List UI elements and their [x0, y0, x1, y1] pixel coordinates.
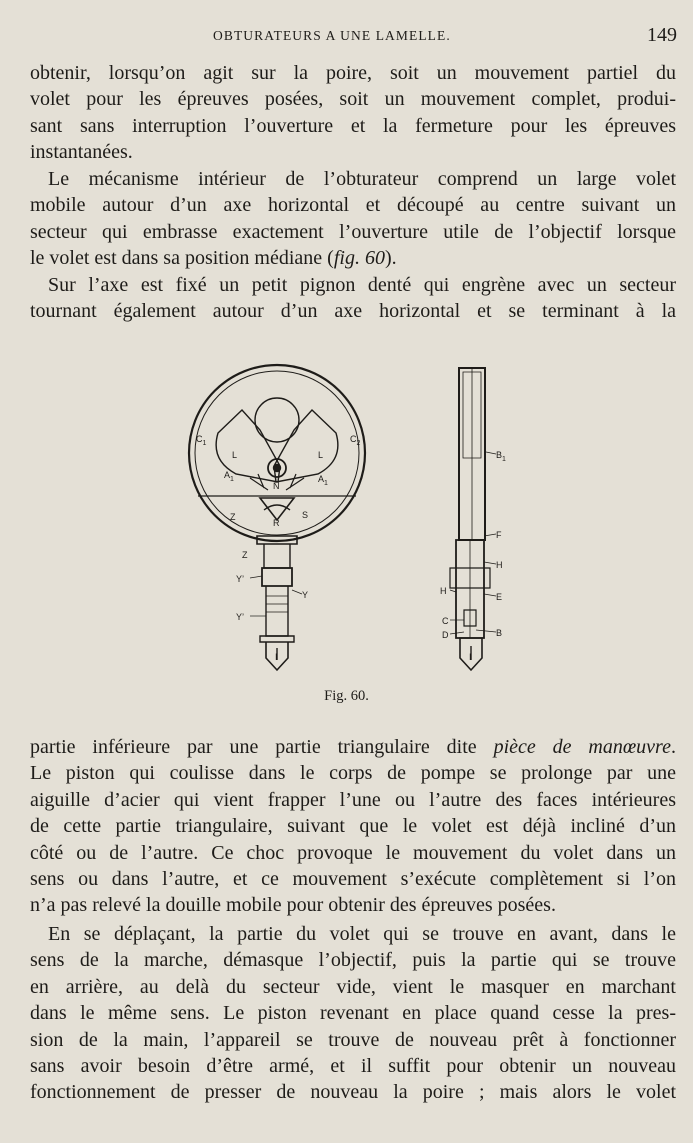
text-fragment: . — [670, 736, 676, 758]
label-i-side: I — [469, 652, 472, 662]
label-h-right: H — [496, 560, 503, 570]
label-y: Y — [302, 590, 309, 600]
text-line: fonctionnement de presser de nouveau la poire ; mais alors le volet — [30, 1081, 676, 1104]
italic-term: pièce de manœuvre — [493, 736, 671, 758]
text-line — [30, 734, 676, 760]
text-line: secteur qui embrasse exactement l’ouverture utile de l’objectif lorsque — [30, 220, 676, 243]
label-c: C — [442, 616, 449, 626]
text-line: sans avoir besoin d’être armé, et il suffit pour obtenir un nouveau — [30, 1054, 676, 1077]
pump-body-upper — [264, 544, 290, 568]
label-y-prime-2: Y’ — [236, 612, 245, 622]
label-a1-right: $A_1$ — [318, 474, 328, 487]
figure-drawing — [180, 358, 510, 678]
text-line: volet pour les épreuves posées, soit un mouvement complet, produi- — [30, 88, 676, 111]
shutter-housing-ring — [189, 365, 365, 541]
label-d: D — [442, 630, 449, 640]
text-line — [30, 245, 676, 271]
paragraph-2 — [30, 166, 676, 272]
text-line: mobile autour d’un axe horizontal et découpé au centre suivant un — [30, 194, 676, 217]
figure-caption: Fig. 60. — [324, 688, 369, 704]
label-l-right: L — [318, 450, 324, 460]
text-line: Sur l’axe est fixé un petit pignon denté qui engrène avec un secteur — [48, 274, 676, 296]
label-r: R — [273, 518, 280, 528]
label-z-lower: Z — [242, 550, 248, 560]
text-line: sens de la marche, démasque l’objectif, puis la partie qui se trouve — [30, 949, 676, 972]
text-line: Le mécanisme intérieur de l’obturateur comprend un large volet — [48, 168, 676, 190]
label-z: Z — [230, 512, 236, 522]
label-l-left: L — [232, 450, 238, 460]
pinion-hub — [274, 465, 281, 472]
shutter-housing-inner-ring — [195, 371, 359, 535]
text-fragment: ). — [384, 247, 397, 270]
label-e: E — [496, 592, 503, 602]
text-line: instantanées. — [30, 141, 133, 164]
text-line: de cette partie triangulaire, suivant que le volet est déjà incliné d’un — [30, 815, 676, 838]
text-fragment: partie inférieure par une partie triangulaire dite — [30, 736, 494, 758]
pump-base — [260, 636, 294, 642]
page-number: 149 — [647, 24, 677, 46]
paragraph-5 — [30, 921, 676, 1106]
text-line: obtenir, lorsqu’on agit sur la poire, soit un mouvement partiel du — [30, 62, 676, 84]
text-line: aiguille d’acier qui vient frapper l’une ou l’autre des faces intérieures — [30, 788, 676, 811]
label-h-left: H — [440, 586, 447, 596]
label-c2: $C_2$ — [350, 434, 361, 447]
label-b: B — [496, 628, 503, 638]
mobile-sleeve — [262, 568, 292, 586]
aperture-circle — [255, 398, 299, 442]
figure-reference: fig. 60 — [333, 247, 385, 270]
text-line: Le piston qui coulisse dans le corps de pompe se prolonge par une — [30, 762, 676, 785]
running-title: OBTURATEURS A UNE LAMELLE. — [213, 28, 451, 43]
text-line: n’a pas relevé la douille mobile pour obtenir des épreuves posées. — [30, 894, 556, 917]
text-line: tournant également autour d’un axe horizontal et se terminant à la — [30, 300, 676, 323]
text-line: sens ou dans l’autre, et ce mouvement s’exécute complètement si l’on — [30, 867, 676, 890]
pump-body-lower — [266, 586, 288, 636]
label-a1-left: $A_1$ — [224, 470, 234, 483]
label-y-prime-1: Y’ — [236, 574, 245, 584]
text-line: En se déplaçant, la partie du volet qui se trouve en avant, dans le — [48, 923, 676, 945]
paragraph-4 — [30, 734, 676, 919]
page-header — [30, 24, 677, 50]
label-b1: $B_1$ — [496, 450, 506, 463]
paragraph-1 — [30, 60, 676, 166]
paragraph-3 — [30, 272, 676, 325]
figure-60 — [180, 358, 510, 678]
label-n: N — [273, 481, 280, 491]
text-fragment: le volet est dans sa position médiane ( — [30, 247, 334, 270]
blade-right — [274, 410, 338, 482]
text-line: sant sans interruption l’ouverture et la fermeture pour les épreuves — [30, 114, 676, 137]
text-line: en arrière, au delà du secteur vide, vient le masquer en marchant — [30, 975, 676, 998]
label-c1: $C_1$ — [196, 434, 207, 447]
pump-rings — [266, 596, 288, 612]
label-s: S — [302, 510, 309, 520]
text-line: côté ou de l’autre. Ce choc provoque le mouvement du volet dans un — [30, 841, 676, 864]
label-f: F — [496, 530, 502, 540]
text-line: dans le même sens. Le piston revenant en place quand cesse la pres- — [30, 1002, 676, 1025]
text-line: sion de la main, l’appareil se trouve de nouveau prêt à fonctionner — [30, 1028, 676, 1051]
label-i-front: I — [275, 652, 278, 662]
